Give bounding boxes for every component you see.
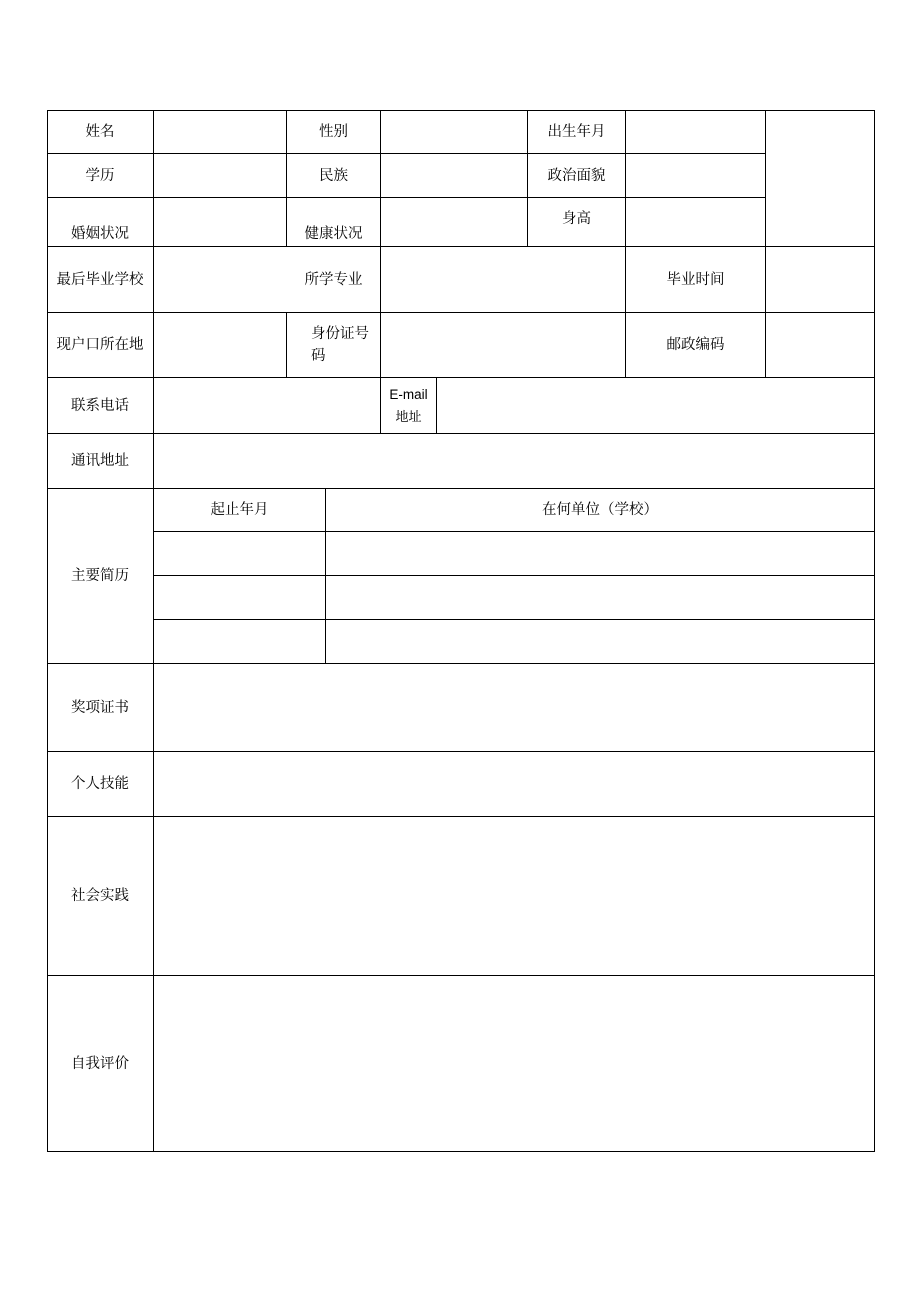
label-name: 姓名 <box>47 110 154 154</box>
health-field[interactable] <box>381 198 528 247</box>
skills-field[interactable] <box>154 752 875 817</box>
label-major: 所学专业 <box>287 247 381 313</box>
label-phone: 联系电话 <box>47 378 154 434</box>
resume-org-1[interactable] <box>326 532 875 576</box>
label-email-line1: E-mail <box>389 386 428 402</box>
phone-field[interactable] <box>154 378 381 434</box>
label-health: 健康状况 <box>287 198 381 247</box>
birth-field[interactable] <box>626 110 766 154</box>
resume-period-3[interactable] <box>154 620 326 664</box>
label-education: 学历 <box>47 154 154 198</box>
hukou-field[interactable] <box>154 313 287 378</box>
education-field[interactable] <box>154 154 287 198</box>
practice-field[interactable] <box>154 817 875 976</box>
height-field[interactable] <box>626 198 766 247</box>
id-number-field[interactable] <box>381 313 626 378</box>
address-field[interactable] <box>154 434 875 489</box>
resume-org-2[interactable] <box>326 576 875 620</box>
postcode-field[interactable] <box>766 313 875 378</box>
resume-period-2[interactable] <box>154 576 326 620</box>
label-marital: 婚姻状况 <box>47 198 154 247</box>
label-email-line2: 地址 <box>395 409 422 425</box>
email-field[interactable] <box>437 378 875 434</box>
resume-form <box>47 110 875 1152</box>
self-eval-field[interactable] <box>154 976 875 1152</box>
label-id-line1: 身份证号 <box>311 326 369 342</box>
awards-field[interactable] <box>154 664 875 752</box>
marital-field[interactable] <box>154 198 287 247</box>
resume-period-1[interactable] <box>154 532 326 576</box>
label-practice: 社会实践 <box>47 817 154 976</box>
label-height: 身高 <box>528 198 626 247</box>
photo-box[interactable] <box>766 110 875 247</box>
resume-period-header: 起止年月 <box>154 489 326 532</box>
resume-org-3[interactable] <box>326 620 875 664</box>
label-skills: 个人技能 <box>47 752 154 817</box>
label-grad-time: 毕业时间 <box>626 247 766 313</box>
label-self-eval: 自我评价 <box>47 976 154 1152</box>
label-hukou: 现户口所在地 <box>47 313 154 378</box>
label-id-number <box>287 313 381 378</box>
label-postcode: 邮政编码 <box>626 313 766 378</box>
label-political: 政治面貌 <box>528 154 626 198</box>
label-gender: 性别 <box>287 110 381 154</box>
label-awards: 奖项证书 <box>47 664 154 752</box>
grad-time-field[interactable] <box>766 247 875 313</box>
label-address: 通讯地址 <box>47 434 154 489</box>
label-birth: 出生年月 <box>528 110 626 154</box>
label-resume: 主要简历 <box>47 489 154 664</box>
label-school: 最后毕业学校 <box>47 247 154 313</box>
label-email <box>381 378 437 434</box>
political-field[interactable] <box>626 154 766 198</box>
name-field[interactable] <box>154 110 287 154</box>
label-ethnicity: 民族 <box>287 154 381 198</box>
gender-field[interactable] <box>381 110 528 154</box>
major-field[interactable] <box>381 247 626 313</box>
label-id-line2: 码 <box>311 348 326 364</box>
ethnicity-field[interactable] <box>381 154 528 198</box>
resume-org-header: 在何单位（学校） <box>326 489 875 532</box>
